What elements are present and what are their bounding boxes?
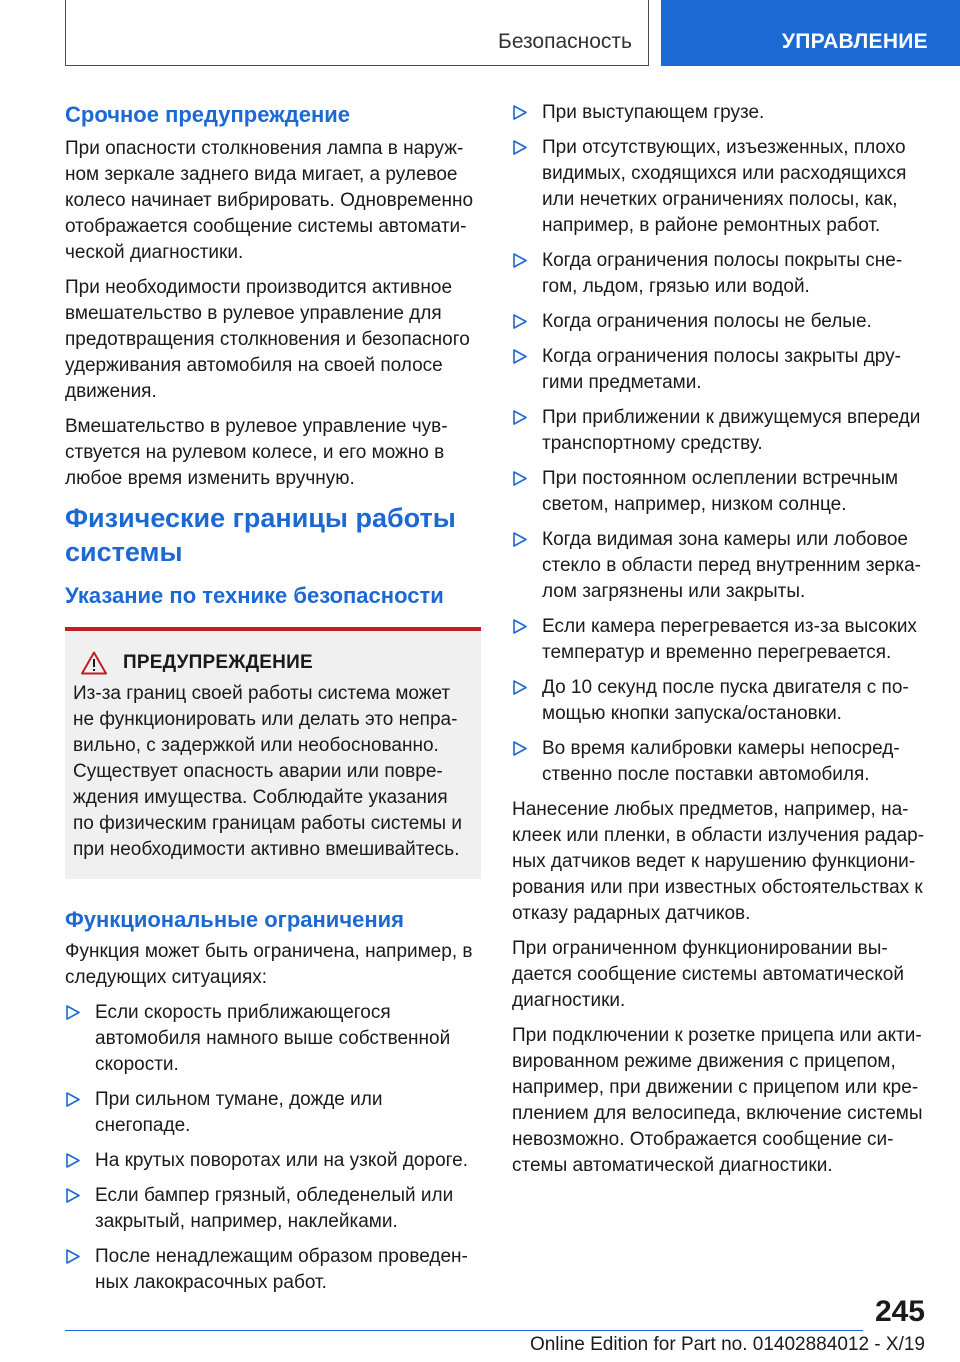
list-item: Если скорость приближающегося автомобиля намного выше собственной скорости.	[65, 1000, 481, 1078]
triangle-bullet-icon	[65, 1248, 81, 1265]
header-section-box	[65, 0, 649, 66]
footer-edition: Online Edition for Part no. 01402884012 - X/19	[529, 1334, 925, 1355]
heading-functional-limits: Функциональные ограничения	[65, 907, 404, 932]
warning-title: ПРЕДУПРЕЖДЕНИЕ	[123, 652, 313, 673]
triangle-bullet-icon	[512, 104, 528, 121]
page-number: 245	[874, 1295, 925, 1328]
triangle-bullet-icon	[512, 470, 528, 487]
heading-safety-note: Указание по технике безопасности	[65, 583, 444, 608]
triangle-bullet-icon	[512, 252, 528, 269]
list-item: Когда ограничения полосы закрыты дру-гими предметами.	[512, 344, 926, 396]
list-item: Когда ограничения полосы покрыты сне-гом, льдом, грязью или водой.	[512, 248, 926, 300]
list-item: Если камера перегревается из-за высоких температур и временно перегревается.	[512, 614, 926, 666]
header-chapter-title: УПРАВЛЕНИЕ	[781, 30, 928, 53]
list-item: После ненадлежащим образом проведен-ных лакокрасочных работ.	[65, 1244, 481, 1296]
list-item: При приближении к движущемуся впереди транспортному средству.	[512, 405, 926, 457]
list-item: При постоянном ослеплении встречным светом, например, низком солнце.	[512, 466, 926, 518]
paragraph: Нанесение любых предметов, например, на-клеек или пленки, в области излучения радар-ных датчиков ведет к нарушению функциони-рования или при известных обстоятельствах к отказу радарных датчиков.	[512, 799, 925, 924]
paragraph: Вмешательство в рулевое управление чув-ствуется на рулевом колесе, и его можно в любое время изменить вручную.	[65, 416, 448, 489]
warning-text: Из-за границ своей работы система может не функционировать или делать это непра-вильно, с задержкой или необоснованно. Существует опасность аварии или повре-ждения имущества. Соблюдайте указания по физическим границам работы системы и при необходимости активно вмешивайтесь.	[73, 683, 462, 860]
limits-list-continued	[512, 100, 926, 788]
header-chapter-tab	[661, 0, 960, 66]
triangle-bullet-icon	[512, 139, 528, 156]
left-column	[65, 100, 481, 1305]
triangle-bullet-icon	[512, 531, 528, 548]
footer-divider	[65, 1330, 863, 1331]
warning-header	[73, 651, 473, 675]
warning-triangle-icon	[81, 651, 107, 675]
triangle-bullet-icon	[65, 1091, 81, 1108]
warning-box	[65, 627, 481, 879]
paragraph: При подключении к розетке прицепа или акти-вированном режиме движения с прицепом, например, при движении с прицепом или кре-плением для велосипеда, включение системы невозможно. Отображается сообщение си-стемы автоматической диагностики.	[512, 1025, 923, 1176]
limits-list	[65, 1000, 481, 1296]
list-item: На крутых поворотах или на узкой дороге.	[65, 1148, 481, 1174]
list-item: Если бампер грязный, обледенелый или закрытый, например, наклейками.	[65, 1183, 481, 1235]
heading-system-limits: Физические границы работы системы	[65, 503, 456, 567]
list-item: При сильном тумане, дожде или снегопаде.	[65, 1087, 481, 1139]
triangle-bullet-icon	[512, 313, 528, 330]
list-item: Когда ограничения полосы не белые.	[512, 309, 926, 335]
triangle-bullet-icon	[65, 1152, 81, 1169]
header-section-title: Безопасность	[498, 30, 632, 53]
triangle-bullet-icon	[512, 348, 528, 365]
triangle-bullet-icon	[512, 679, 528, 696]
paragraph: Функция может быть ограничена, например, в следующих ситуациях:	[65, 941, 473, 988]
list-item: Во время калибровки камеры непосред-ственно после поставки автомобиля.	[512, 736, 926, 788]
triangle-bullet-icon	[512, 409, 528, 426]
list-item: Когда видимая зона камеры или лобовое стекло в области перед внутренним зерка-лом загрязнены или закрыты.	[512, 527, 926, 605]
list-item: При выступающем грузе.	[512, 100, 926, 126]
heading-emergency-warning: Срочное предупреждение	[65, 102, 351, 127]
list-item: До 10 секунд после пуска двигателя с по-мощью кнопки запуска/остановки.	[512, 675, 926, 727]
triangle-bullet-icon	[512, 618, 528, 635]
paragraph: При необходимости производится активное вмешательство в рулевое управление для предотвращения столкновения и безопасного удерживания автомобиля на своей полосе движения.	[65, 277, 470, 402]
triangle-bullet-icon	[65, 1187, 81, 1204]
triangle-bullet-icon	[512, 740, 528, 757]
paragraph: При ограниченном функционировании вы-дается сообщение системы автоматической диагностики.	[512, 938, 904, 1011]
right-column	[512, 100, 926, 1188]
paragraph: При опасности столкновения лампа в наруж-ном зеркале заднего вида мигает, а рулевое колесо начинает вибрировать. Одновременно отображается сообщение системы автомати-ческой диагностики.	[65, 138, 474, 263]
list-item: При отсутствующих, изъезженных, плохо видимых, сходящихся или расходящихся или нечетких ограничениях полосы, как, например, в районе ремонтных работ.	[512, 135, 926, 239]
triangle-bullet-icon	[65, 1004, 81, 1021]
